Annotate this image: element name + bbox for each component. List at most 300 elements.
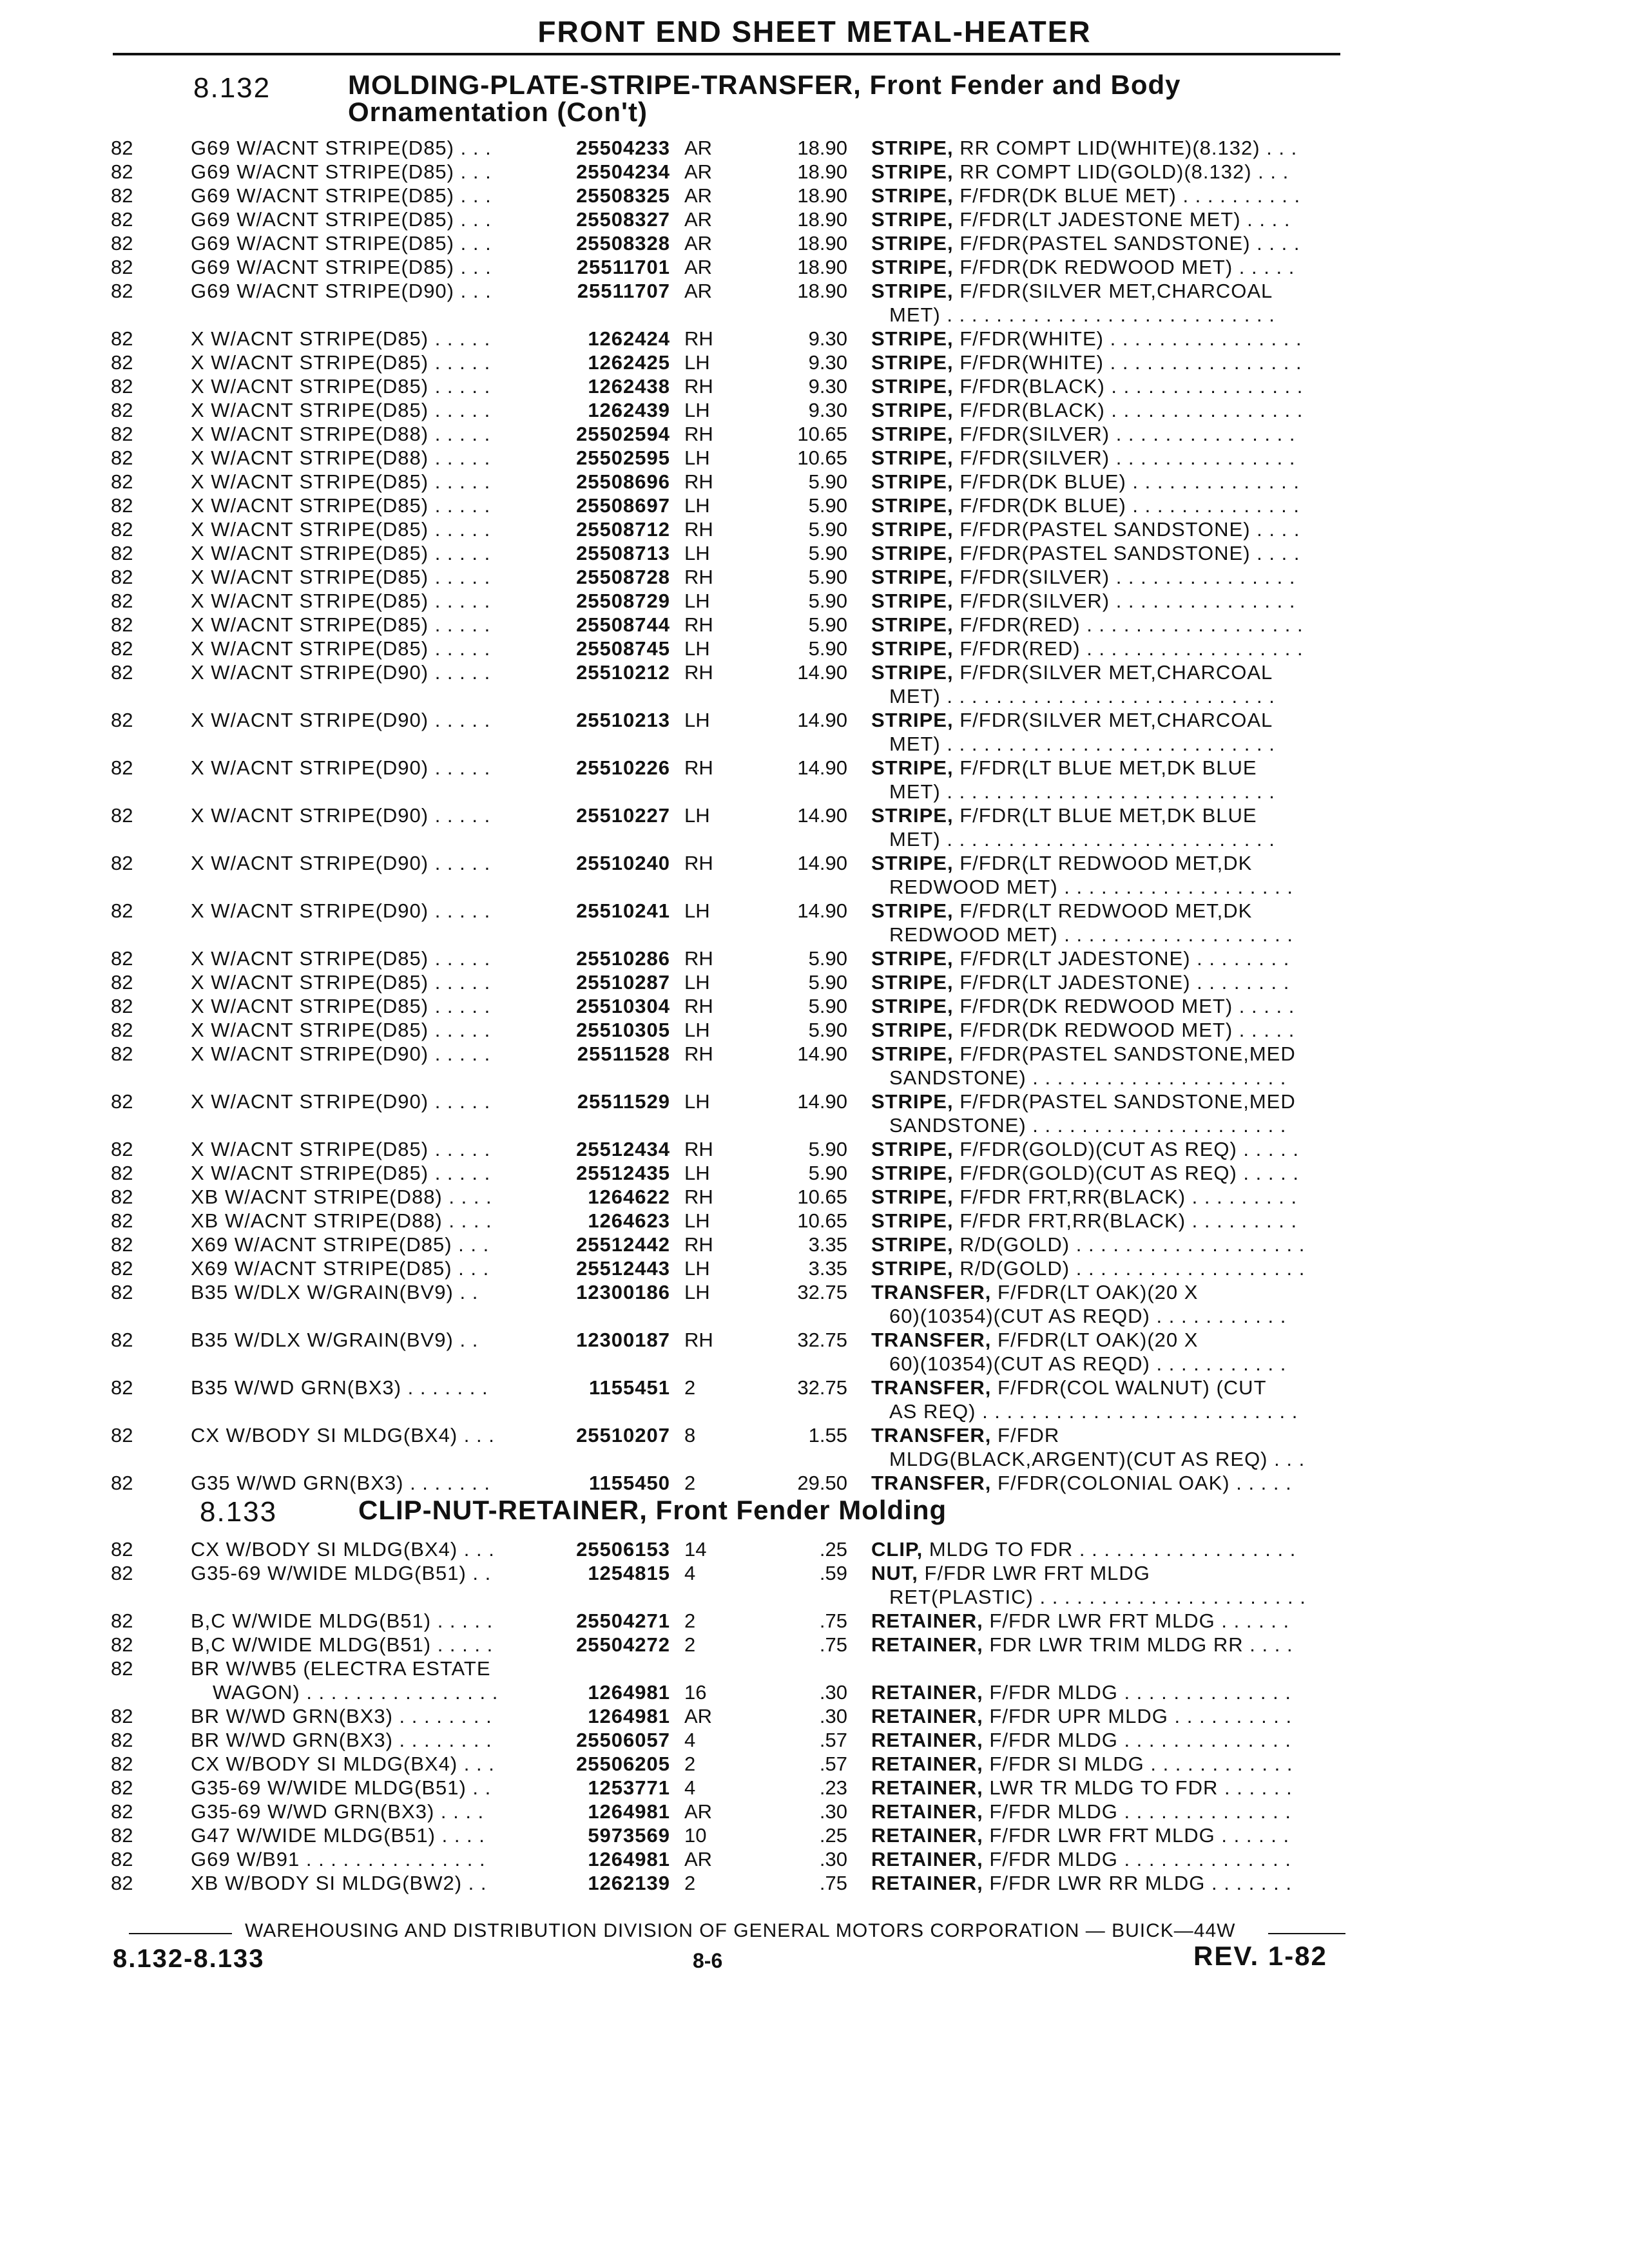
description-text: F/FDR(COLONIAL OAK) . . . . . [998, 1472, 1292, 1494]
quantity-cell: 2 [684, 1872, 696, 1894]
price-cell: 5.90 [808, 494, 847, 517]
table-row [0, 494, 1629, 518]
application-cell: X W/ACNT STRIPE(D85) . . . . . [191, 1162, 491, 1184]
application-cell: XB W/ACNT STRIPE(D88) . . . . [191, 1186, 492, 1208]
quantity-cell: 2 [684, 1376, 696, 1399]
quantity-cell: LH [684, 709, 710, 731]
year-cell: 82 [111, 1729, 133, 1751]
quantity-cell: AR [684, 137, 713, 159]
part-number-cell: 25504272 [576, 1633, 670, 1656]
application-cell: X W/ACNT STRIPE(D85) . . . . . [191, 971, 491, 994]
quantity-cell: 2 [684, 1753, 696, 1775]
part-number-cell: 25508328 [576, 232, 670, 255]
part-number-cell: 25511528 [577, 1043, 670, 1065]
application-cell: X W/ACNT STRIPE(D85) . . . . . [191, 590, 491, 612]
description-keyword: STRIPE, [871, 971, 954, 994]
description-cell [871, 1233, 1305, 1256]
year-cell: 82 [111, 1138, 133, 1160]
application-cell: G69 W/ACNT STRIPE(D85) . . . [191, 232, 492, 255]
year-cell: 82 [111, 1848, 133, 1870]
table-row [0, 1257, 1629, 1281]
table-row [0, 1705, 1629, 1729]
application-cell: X W/ACNT STRIPE(D90) . . . . . [191, 709, 491, 731]
year-cell: 82 [111, 899, 133, 922]
description-text: F/FDR(SILVER) . . . . . . . . . . . . . . . [959, 423, 1296, 445]
part-number-cell: 1264622 [588, 1186, 670, 1208]
description-text: F/FDR(DK BLUE) . . . . . . . . . . . . . . [959, 494, 1300, 517]
description-keyword: RETAINER, [871, 1610, 983, 1632]
year-cell: 82 [111, 590, 133, 612]
description-cell [871, 661, 1273, 684]
table-row [0, 899, 1629, 946]
description-keyword: STRIPE, [871, 256, 954, 278]
price-cell: 5.90 [808, 613, 847, 636]
application-cell: X W/ACNT STRIPE(D90) . . . . . [191, 661, 491, 684]
part-number-cell: 25512435 [576, 1162, 670, 1184]
price-cell: 14.90 [797, 1090, 847, 1113]
description-keyword: STRIPE, [871, 613, 954, 636]
description-keyword: STRIPE, [871, 423, 954, 445]
description-text: F/FDR(WHITE) . . . . . . . . . . . . . . . . [959, 327, 1302, 350]
table-row [0, 637, 1629, 661]
page-number: 8-6 [693, 1949, 723, 1972]
quantity-cell: RH [684, 1043, 713, 1065]
part-number-cell: 12300186 [576, 1281, 670, 1303]
table-row [0, 208, 1629, 232]
table-row [0, 1848, 1629, 1872]
price-cell: 18.90 [797, 280, 847, 302]
description-cell [871, 1138, 1299, 1161]
year-cell: 82 [111, 852, 133, 874]
description-text: R/D(GOLD) . . . . . . . . . . . . . . . . . . . [959, 1233, 1306, 1256]
description-text: F/FDR LWR FRT MLDG [924, 1562, 1150, 1584]
description-keyword: STRIPE, [871, 542, 954, 564]
quantity-cell: RH [684, 470, 713, 493]
part-number-cell: 25510213 [576, 709, 670, 731]
table-row [0, 1329, 1629, 1375]
description-cell [871, 232, 1300, 255]
price-cell: 18.90 [797, 137, 847, 159]
description-text: R/D(GOLD) . . . . . . . . . . . . . . . . . . . [959, 1257, 1306, 1280]
year-cell: 82 [111, 1472, 133, 1494]
application-cell: X W/ACNT STRIPE(D85) . . . . . [191, 518, 491, 541]
description-keyword: TRANSFER, [871, 1376, 992, 1399]
table-row [0, 375, 1629, 399]
year-cell: 82 [111, 399, 133, 421]
description-text: F/FDR(PASTEL SANDSTONE) . . . . [959, 518, 1300, 541]
description-cell [871, 1681, 1291, 1704]
revision-label: REV. 1-82 [1193, 1941, 1327, 1971]
application-cell: G69 W/ACNT STRIPE(D85) . . . [191, 137, 492, 159]
price-cell: 9.30 [808, 327, 847, 350]
description-cell [871, 1424, 1059, 1447]
price-cell: 5.90 [808, 637, 847, 660]
application-cell: X W/ACNT STRIPE(D85) . . . . . [191, 494, 491, 517]
description-keyword: TRANSFER, [871, 1424, 992, 1446]
table-row [0, 709, 1629, 755]
description-text: RR COMPT LID(GOLD)(8.132) . . . [959, 160, 1289, 183]
footer-section-range: 8.132-8.133 [113, 1945, 265, 1973]
price-cell: 10.65 [797, 447, 847, 469]
application-cell: X W/ACNT STRIPE(D85) . . . . . [191, 947, 491, 970]
description-cell [871, 375, 1303, 398]
description-cell [871, 1376, 1267, 1399]
description-keyword: STRIPE, [871, 852, 954, 874]
description-text: F/FDR(COL WALNUT) (CUT [998, 1376, 1267, 1399]
quantity-cell: RH [684, 1233, 713, 1256]
title-rule [113, 53, 1340, 55]
quantity-cell: 2 [684, 1633, 696, 1656]
description-cell-cont: RET(PLASTIC) . . . . . . . . . . . . . . . . . . . . . . [889, 1586, 1306, 1608]
part-number-cell: 25506057 [576, 1729, 670, 1751]
description-text: MLDG TO FDR . . . . . . . . . . . . . . . . . . [929, 1538, 1296, 1561]
application-cell: X W/ACNT STRIPE(D85) . . . . . [191, 995, 491, 1017]
price-cell: .30 [819, 1705, 847, 1727]
application-cell: B35 W/WD GRN(BX3) . . . . . . . [191, 1376, 488, 1399]
table-row [0, 1800, 1629, 1824]
quantity-cell: AR [684, 184, 713, 207]
description-cell [871, 1257, 1305, 1280]
year-cell: 82 [111, 1209, 133, 1232]
year-cell: 82 [111, 1657, 133, 1680]
description-keyword: STRIPE, [871, 160, 954, 183]
table-row [0, 518, 1629, 542]
description-cell [871, 971, 1289, 994]
price-cell: 5.90 [808, 1138, 847, 1160]
quantity-cell: RH [684, 375, 713, 398]
price-cell: .57 [819, 1729, 847, 1751]
price-cell: .30 [819, 1800, 847, 1823]
application-cell: X W/ACNT STRIPE(D85) . . . . . [191, 1138, 491, 1160]
price-cell: .25 [819, 1538, 847, 1561]
description-cell [871, 1872, 1292, 1895]
quantity-cell: 16 [684, 1681, 707, 1704]
description-cell-cont: MET) . . . . . . . . . . . . . . . . . . . . . . . . . . . [889, 685, 1275, 707]
quantity-cell: LH [684, 399, 710, 421]
price-cell: 32.75 [797, 1281, 847, 1303]
description-cell [871, 1186, 1297, 1209]
table-row [0, 447, 1629, 470]
table-row [0, 137, 1629, 160]
description-cell [871, 137, 1297, 160]
year-cell: 82 [111, 709, 133, 731]
year-cell: 82 [111, 1019, 133, 1041]
quantity-cell: LH [684, 542, 710, 564]
description-text: F/FDR MLDG . . . . . . . . . . . . . . [989, 1800, 1291, 1823]
year-cell: 82 [111, 756, 133, 779]
part-number-cell: 1253771 [588, 1776, 670, 1799]
year-cell: 82 [111, 1281, 133, 1303]
description-cell-cont: MLDG(BLACK,ARGENT)(CUT AS REQ) . . . [889, 1448, 1306, 1470]
price-cell: 32.75 [797, 1329, 847, 1351]
table-row [0, 1209, 1629, 1233]
description-cell [871, 256, 1295, 279]
part-number-cell: 1264981 [588, 1681, 670, 1704]
part-number-cell: 25508696 [576, 470, 670, 493]
table-row [0, 1872, 1629, 1896]
description-cell [871, 1043, 1296, 1066]
description-cell [871, 1633, 1293, 1657]
part-number-cell: 1262439 [588, 399, 670, 421]
price-cell: 10.65 [797, 423, 847, 445]
quantity-cell: RH [684, 1329, 713, 1351]
part-number-cell: 1155451 [589, 1376, 670, 1399]
description-keyword: STRIPE, [871, 375, 954, 398]
description-cell [871, 1090, 1296, 1113]
application-cell: X69 W/ACNT STRIPE(D85) . . . [191, 1233, 490, 1256]
table-row [0, 995, 1629, 1019]
part-number-cell: 1264981 [588, 1800, 670, 1823]
quantity-cell: LH [684, 351, 710, 374]
section-title: CLIP-NUT-RETAINER, Front Fender Molding [358, 1495, 947, 1525]
application-cell: X W/ACNT STRIPE(D85) . . . . . [191, 470, 491, 493]
section-title: MOLDING-PLATE-STRIPE-TRANSFER, Front Fender and Body [348, 70, 1181, 100]
application-cell: X69 W/ACNT STRIPE(D85) . . . [191, 1257, 490, 1280]
part-number-cell: 25506153 [576, 1538, 670, 1561]
table-row [0, 327, 1629, 351]
description-keyword: STRIPE, [871, 804, 954, 827]
table-row [0, 423, 1629, 447]
description-keyword: TRANSFER, [871, 1281, 992, 1303]
description-cell [871, 327, 1302, 351]
price-cell: .75 [819, 1872, 847, 1894]
application-cell: X W/ACNT STRIPE(D85) . . . . . [191, 327, 491, 350]
table-row [0, 804, 1629, 850]
description-text: F/FDR FRT,RR(BLACK) . . . . . . . . . [959, 1209, 1298, 1232]
year-cell: 82 [111, 1633, 133, 1656]
price-cell: 14.90 [797, 852, 847, 874]
part-number-cell: 25504233 [576, 137, 670, 159]
application-cell: G35 W/WD GRN(BX3) . . . . . . . [191, 1472, 491, 1494]
price-cell: .57 [819, 1753, 847, 1775]
description-cell [871, 494, 1300, 517]
description-cell [871, 447, 1295, 470]
price-cell: 14.90 [797, 1043, 847, 1065]
description-text: F/FDR(LT OAK)(20 X [998, 1329, 1199, 1351]
year-cell: 82 [111, 1329, 133, 1351]
quantity-cell: AR [684, 1848, 713, 1870]
application-cell: CX W/BODY SI MLDG(BX4) . . . [191, 1753, 495, 1775]
application-cell: G69 W/B91 . . . . . . . . . . . . . . . [191, 1848, 486, 1870]
description-cell-cont: MET) . . . . . . . . . . . . . . . . . . . . . . . . . . . [889, 828, 1275, 850]
year-cell: 82 [111, 661, 133, 684]
table-row [0, 566, 1629, 590]
description-text: F/FDR(DK REDWOOD MET) . . . . . [959, 1019, 1295, 1041]
quantity-cell: LH [684, 1281, 710, 1303]
application-cell: X W/ACNT STRIPE(D90) . . . . . [191, 1043, 491, 1065]
quantity-cell: RH [684, 1138, 713, 1160]
description-text: F/FDR(WHITE) . . . . . . . . . . . . . . . . [959, 351, 1302, 374]
table-row [0, 160, 1629, 184]
description-cell [871, 542, 1300, 565]
description-cell [871, 160, 1289, 184]
description-keyword: RETAINER, [871, 1776, 983, 1799]
application-cell: X W/ACNT STRIPE(D90) . . . . . [191, 804, 491, 827]
price-cell: 5.90 [808, 566, 847, 588]
description-text: F/FDR(LT BLUE MET,DK BLUE [959, 804, 1257, 827]
description-cell [871, 1472, 1292, 1495]
table-row [0, 1138, 1629, 1162]
application-cell: B35 W/DLX W/GRAIN(BV9) . . [191, 1329, 479, 1351]
year-cell: 82 [111, 1376, 133, 1399]
description-cell [871, 208, 1290, 231]
description-keyword: TRANSFER, [871, 1329, 992, 1351]
description-text: F/FDR(LT JADESTONE MET) . . . . [959, 208, 1291, 231]
application-cell: X W/ACNT STRIPE(D88) . . . . . [191, 423, 491, 445]
year-cell: 82 [111, 1562, 133, 1584]
description-text: F/FDR(SILVER MET,CHARCOAL [959, 709, 1273, 731]
table-row [0, 1186, 1629, 1209]
part-number-cell: 25508325 [576, 184, 670, 207]
year-cell: 82 [111, 351, 133, 374]
description-cell-cont: 60)(10354)(CUT AS REQD) . . . . . . . . . . . [889, 1352, 1287, 1375]
description-keyword: RETAINER, [871, 1705, 983, 1727]
part-number-cell: 1262139 [588, 1872, 670, 1894]
year-cell: 82 [111, 160, 133, 183]
description-cell [871, 899, 1252, 923]
description-cell [871, 351, 1302, 374]
quantity-cell: AR [684, 280, 713, 302]
description-keyword: STRIPE, [871, 1090, 954, 1113]
part-number-cell: 25508729 [576, 590, 670, 612]
application-cell: G69 W/ACNT STRIPE(D85) . . . [191, 208, 492, 231]
year-cell: 82 [111, 637, 133, 660]
price-cell: 32.75 [797, 1376, 847, 1399]
application-cell: X W/ACNT STRIPE(D85) . . . . . [191, 1019, 491, 1041]
description-keyword: STRIPE, [871, 447, 954, 469]
price-cell: 9.30 [808, 399, 847, 421]
price-cell: 3.35 [808, 1257, 847, 1280]
quantity-cell: AR [684, 208, 713, 231]
description-text: F/FDR [998, 1424, 1060, 1446]
year-cell: 82 [111, 256, 133, 278]
part-number-cell: 25510226 [576, 756, 670, 779]
price-cell: .30 [819, 1848, 847, 1870]
part-number-cell: 12300187 [576, 1329, 670, 1351]
table-row [0, 1538, 1629, 1562]
application-cell: X W/ACNT STRIPE(D90) . . . . . [191, 899, 491, 922]
description-text: F/FDR LWR FRT MLDG . . . . . . [989, 1824, 1290, 1847]
description-cell [871, 1824, 1289, 1847]
table-row [0, 1657, 1629, 1704]
section-title-cont: Ornamentation (Con't) [348, 97, 648, 127]
year-cell: 82 [111, 494, 133, 517]
price-cell: .75 [819, 1633, 847, 1656]
price-cell: 9.30 [808, 351, 847, 374]
quantity-cell: LH [684, 899, 710, 922]
application-cell: XB W/ACNT STRIPE(D88) . . . . [191, 1209, 492, 1232]
description-text: F/FDR(SILVER) . . . . . . . . . . . . . . . [959, 447, 1296, 469]
description-cell-cont: SANDSTONE) . . . . . . . . . . . . . . . . . . . . . [889, 1114, 1287, 1137]
part-number-cell: 1155450 [589, 1472, 670, 1494]
description-cell [871, 566, 1295, 589]
description-keyword: STRIPE, [871, 518, 954, 541]
table-row [0, 661, 1629, 707]
year-cell: 82 [111, 804, 133, 827]
quantity-cell: RH [684, 852, 713, 874]
description-cell [871, 1209, 1297, 1233]
description-text: F/FDR(SILVER) . . . . . . . . . . . . . . . [959, 590, 1296, 612]
price-cell: 18.90 [797, 256, 847, 278]
description-text: F/FDR(LT JADESTONE) . . . . . . . . [959, 971, 1290, 994]
description-text: F/FDR(PASTEL SANDSTONE,MED [959, 1090, 1296, 1113]
description-keyword: STRIPE, [871, 709, 954, 731]
description-cell [871, 1019, 1295, 1042]
description-keyword: STRIPE, [871, 1257, 954, 1280]
year-cell: 82 [111, 1424, 133, 1446]
year-cell: 82 [111, 208, 133, 231]
quantity-cell: 2 [684, 1610, 696, 1632]
description-keyword: STRIPE, [871, 1043, 954, 1065]
description-keyword: STRIPE, [871, 232, 954, 255]
description-text: F/FDR(DK BLUE MET) . . . . . . . . . . [959, 184, 1301, 207]
description-cell [871, 590, 1295, 613]
description-keyword: NUT, [871, 1562, 918, 1584]
part-number-cell: 25510287 [576, 971, 670, 994]
description-text: F/FDR LWR FRT MLDG . . . . . . [989, 1610, 1290, 1632]
table-row [0, 1610, 1629, 1633]
description-text: F/FDR(SILVER MET,CHARCOAL [959, 661, 1273, 684]
part-number-cell: 25510227 [576, 804, 670, 827]
year-cell: 82 [111, 470, 133, 493]
price-cell: 18.90 [797, 208, 847, 231]
price-cell: 14.90 [797, 756, 847, 779]
application-cell: G69 W/ACNT STRIPE(D90) . . . [191, 280, 492, 302]
year-cell: 82 [111, 1538, 133, 1561]
price-cell: 14.90 [797, 804, 847, 827]
quantity-cell: AR [684, 256, 713, 278]
application-cell: B,C W/WIDE MLDG(B51) . . . . . [191, 1633, 494, 1656]
description-text: F/FDR(LT BLUE MET,DK BLUE [959, 756, 1257, 779]
description-text: F/FDR(LT OAK)(20 X [998, 1281, 1199, 1303]
price-cell: .30 [819, 1681, 847, 1704]
part-number-cell: 1262425 [588, 351, 670, 374]
quantity-cell: LH [684, 1019, 710, 1041]
quantity-cell: LH [684, 1257, 710, 1280]
part-number-cell: 25512442 [576, 1233, 670, 1256]
part-number-cell: 25508327 [576, 208, 670, 231]
part-number-cell: 25510212 [576, 661, 670, 684]
price-cell: .59 [819, 1562, 847, 1584]
year-cell: 82 [111, 947, 133, 970]
year-cell: 82 [111, 1872, 133, 1894]
description-keyword: STRIPE, [871, 1162, 954, 1184]
application-cell: BR W/WD GRN(BX3) . . . . . . . . [191, 1729, 492, 1751]
description-cell-cont: AS REQ) . . . . . . . . . . . . . . . . . . . . . . . . . . [889, 1400, 1298, 1423]
description-keyword: STRIPE, [871, 756, 954, 779]
table-row [0, 1633, 1629, 1657]
description-text: F/FDR(PASTEL SANDSTONE) . . . . [959, 542, 1300, 564]
description-keyword: STRIPE, [871, 399, 954, 421]
description-cell [871, 1329, 1198, 1352]
year-cell: 82 [111, 1090, 133, 1113]
section-number: 8.133 [200, 1496, 278, 1528]
table-row [0, 1376, 1629, 1423]
description-keyword: RETAINER, [871, 1872, 983, 1894]
part-number-cell: 1264623 [588, 1209, 670, 1232]
description-cell [871, 1162, 1299, 1185]
footer-rule-left [129, 1933, 232, 1934]
description-text: F/FDR(SILVER) . . . . . . . . . . . . . . . [959, 566, 1296, 588]
application-cell: X W/ACNT STRIPE(D85) . . . . . [191, 566, 491, 588]
quantity-cell: AR [684, 232, 713, 255]
description-keyword: STRIPE, [871, 184, 954, 207]
description-cell-cont: REDWOOD MET) . . . . . . . . . . . . . . . . . . . [889, 923, 1293, 946]
table-row [0, 280, 1629, 326]
year-cell: 82 [111, 1824, 133, 1847]
description-text: F/FDR(DK REDWOOD MET) . . . . . [959, 256, 1295, 278]
year-cell: 82 [111, 566, 133, 588]
